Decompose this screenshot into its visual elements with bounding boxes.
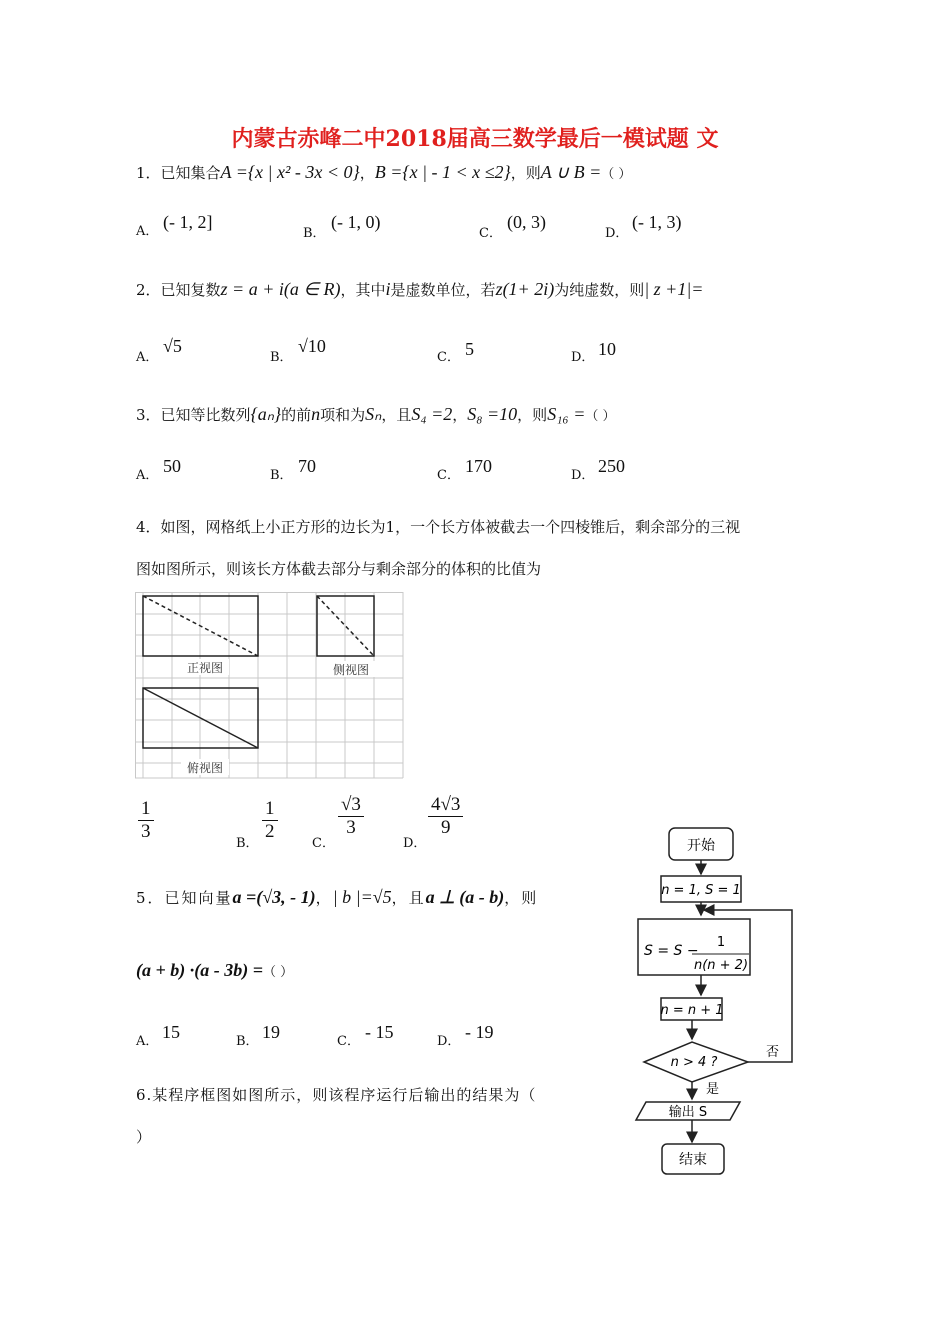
question-1-stem: 1．已知集合A ={x | x² - 3x < 0}，B ={x | - 1 < x ≤2}，则A ∪ B =（ ） [136, 162, 632, 182]
question-5-expression: (a + b) ·(a - 3b) =（ ） [136, 960, 294, 980]
q3-option-d: D． [571, 468, 595, 483]
q5-option-a-value: 15 [162, 1022, 180, 1042]
q4-option-b-value: $\frac{1}{2}$ [262, 798, 278, 843]
q2-option-d: D． [571, 350, 595, 365]
q1-option-a: A． [136, 224, 159, 239]
q2-option-c-value: 5 [465, 339, 474, 359]
q5-option-b: B． [236, 1034, 259, 1049]
flow-end-label: 结束 [679, 1152, 707, 1168]
flow-update-n-label: n = n + 1 [660, 1003, 724, 1018]
set-b: B ={x | - 1 < x ≤2} [374, 162, 511, 182]
union-expr: A ∪ B = [540, 162, 602, 182]
q1-option-b: B． [303, 226, 326, 241]
flow-start-label: 开始 [687, 838, 715, 854]
q5-option-c-value: - 15 [365, 1022, 394, 1042]
q3-option-d-value: 250 [598, 456, 625, 476]
q2-option-d-value: 10 [598, 339, 616, 359]
q4-option-c: C． [312, 836, 335, 851]
q3-option-b-value: 70 [298, 456, 316, 476]
q2-option-c: C． [437, 350, 460, 365]
q3-option-c-value: 170 [465, 456, 492, 476]
flow-frac-num: 1 [716, 935, 726, 950]
question-2-stem: 2．已知复数z = a + i(a ∈ R)，其中i是虚数单位，若z(1+ 2i)为纯虚数，则| z +1|= [136, 279, 704, 299]
question-5-stem: 5．已知向量a =(√3, - 1)，| b |=√5，且a ⊥ (a - b)，则 [136, 887, 539, 907]
flowchart [632, 822, 802, 1178]
q3-option-a-value: 50 [163, 456, 181, 476]
flow-condition-label: n > 4 ? [670, 1055, 718, 1070]
q1-option-b-value: (- 1, 0) [331, 212, 381, 232]
question-4-line-1: 4．如图，网格纸上小正方形的边长为1，一个长方体被截去一个四棱锥后，剩余部分的三视 [136, 518, 741, 536]
flow-loop-arrow [704, 910, 792, 1062]
q2-option-a-value: √5 [163, 336, 182, 356]
flow-yes-label: 是 [706, 1082, 720, 1097]
q5-option-c: C． [337, 1034, 360, 1049]
question-6-line-1: 6.某程序框图如图所示，则该程序运行后输出的结果为（ [136, 1086, 537, 1104]
q4-option-d: D． [403, 836, 427, 851]
flow-output-label: 输出 S [668, 1105, 708, 1120]
q1-option-d: D． [605, 226, 629, 241]
q4-option-b: B． [236, 836, 259, 851]
three-view-figure [135, 592, 405, 780]
q4-option-d-value: $\frac{4√3}{9}$ [428, 794, 463, 839]
q5-option-a: A． [136, 1034, 159, 1049]
top-view-label: 俯视图 [186, 761, 224, 775]
q2-option-a: A． [136, 350, 159, 365]
q1-number: 1．已知集合 [136, 164, 221, 182]
q1-option-c-value: (0, 3) [507, 212, 546, 232]
q4-option-a: $\frac{1}{3}$ [138, 798, 154, 843]
q1-option-c: C． [479, 226, 502, 241]
grid-lines [135, 592, 403, 778]
q3-option-c: C． [437, 468, 460, 483]
complex-z: z = a + i(a ∈ R) [220, 279, 341, 299]
flow-update-s-label: S = S − [644, 943, 699, 959]
q2-option-b-value: √10 [298, 336, 326, 356]
q5-option-d: D． [437, 1034, 461, 1049]
set-a: A ={x | x² - 3x < 0} [220, 162, 360, 182]
q2-option-b: B． [270, 350, 293, 365]
q3-option-b: B． [270, 468, 293, 483]
q1-option-a-value: (- 1, 2] [163, 212, 213, 232]
flow-init-label: n = 1, S = 1 [661, 883, 741, 898]
question-4-line-2: 图如图所示，则该长方体截去部分与剩余部分的体积的比值为 [136, 560, 542, 578]
question-6-line-2: ） [136, 1128, 152, 1146]
question-3-stem: 3．已知等比数列{aₙ}的前n项和为Sₙ，且S₄ =2，S₈ =10，则S₁₆ =（ ） [136, 404, 616, 424]
flow-frac-den: n(n + 2) [693, 958, 749, 973]
side-view-label: 侧视图 [332, 663, 370, 677]
q3-option-a: A． [136, 468, 159, 483]
flow-no-label: 否 [766, 1045, 780, 1060]
q4-option-c-value: $\frac{√3}{3}$ [338, 794, 364, 839]
q1-option-d-value: (- 1, 3) [632, 212, 682, 232]
page-title: 内蒙古赤峰二中2018届高三数学最后一模试题 文 [231, 126, 719, 152]
q5-option-b-value: 19 [262, 1022, 280, 1042]
q5-option-d-value: - 19 [465, 1022, 494, 1042]
front-view-label: 正视图 [186, 661, 224, 675]
